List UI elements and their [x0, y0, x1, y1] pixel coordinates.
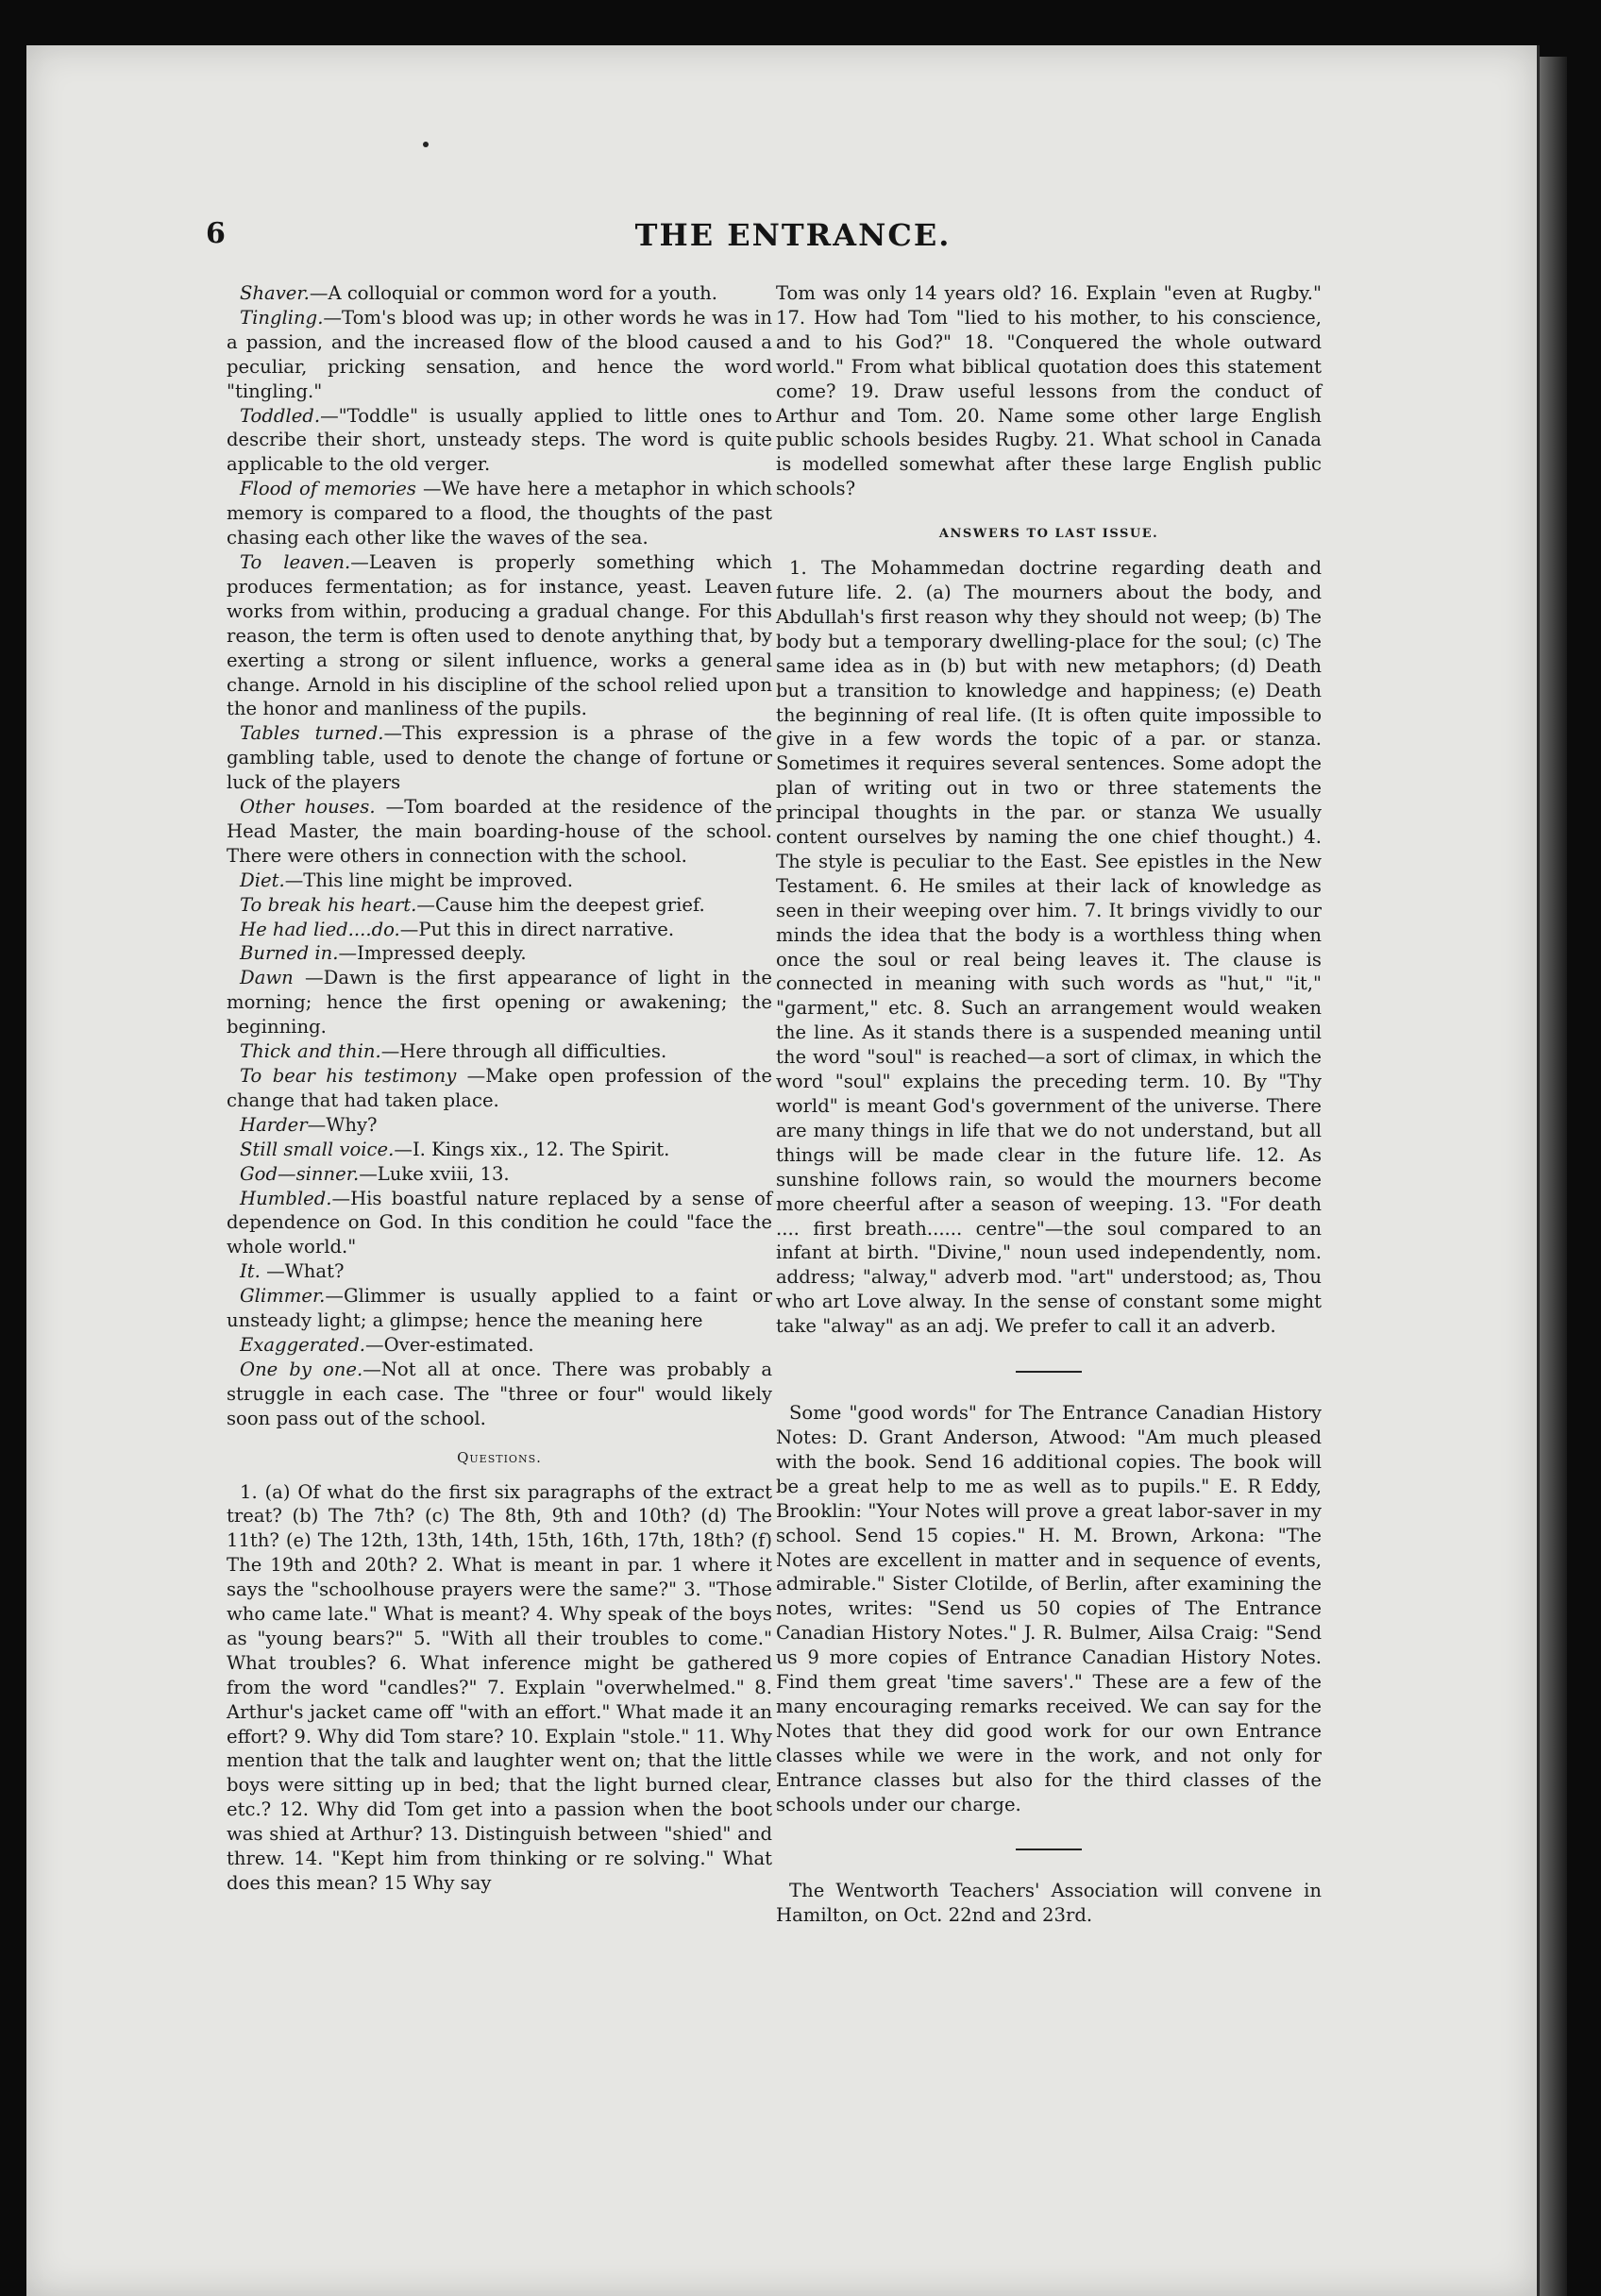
note-item [227, 1162, 772, 1187]
note-term: One by one. [240, 1358, 363, 1380]
note-item [227, 795, 772, 869]
note-item [227, 1358, 772, 1431]
print-speck [423, 142, 429, 147]
note-item [227, 721, 772, 795]
note-definition: —Tom's blood was up; in other words he was in a passion, and the increased flow of the blood caused a peculiar, pricking sensation, and hence the word "tingling." [227, 306, 772, 402]
note-definition: —Tom boarded at the residence of the Head Master, the main boarding-house of the school. There were others in connection with the school. [227, 796, 773, 867]
note-item [227, 1039, 772, 1064]
vocabulary-notes [227, 281, 772, 1431]
page-number: 6 [206, 217, 226, 250]
note-item [227, 1333, 772, 1358]
note-definition: —Leaven is properly something which produces fermentation; as for instance, yeast. Leaven works from within, producing a gradual change. For this reason, the term is often used to denote anything that, by exerting a strong or silent influence, works a general change. Arnold in his discipline of the school relied upon the honor and manliness of the pupils. [227, 550, 772, 720]
note-definition: —Why? [307, 1113, 378, 1136]
running-title: THE ENTRANCE. [634, 217, 952, 253]
right-column [776, 281, 1322, 1928]
note-definition: —Put this in direct narrative. [399, 918, 675, 940]
note-term: To break his heart. [240, 893, 417, 916]
questions-heading: Questions. [457, 1448, 542, 1466]
note-definition: —"Toddle" is usually applied to little ones to describe their short, unsteady steps. The word is quite applicable to the old verger. [227, 404, 772, 476]
answers-text: 1. The Mohammedan doctrine regarding death and future life. 2. (a) The mourners about the body, and Abdullah's first reason why they should not weep; (b) The body but a temporary dwelling-place for the soul; (c) The same idea as in (b) but with new metaphors; (d) Death but a transition to knowledge and happiness; (e) Death the beginning of real life. (It is often quite impossible to give in a few words the topic of a par. or stanza. Sometimes it requires several sentences. Some adopt the plan of writing out in two or three statements the principal thoughts in the par. or stanza We usually content ourselves by naming the one chief thought.) 4. The style is peculiar to the East. See epistles in the New Testament. 6. He smiles at their lack of knowledge as seen in their weeping over him. 7. It brings vividly to our minds the idea that the body is a worthless thing when once the soul or real being leaves it. The clause is connected in meaning with such words as "hut," "it," "garment," etc. 8. Such an arrangement would weaken the line. As it stands there is a suspended meaning until the word "soul" is reached—a sort of climax, in which the word "soul" explains the preceding term. 10. By "Thy world" is meant God's government of the universe. There are many things in life that we do not understand, but all things will be made clear in the future life. 12. As sunshine follows rain, so would the mourners become more cheerful after a season of weeping. 13. "For death .... first breath...... centre"—the soul compared to an infant at birth. "Divine," noun used independently, nom. address; "alway," adverb mod. "art" understood; as, Thou who art Love alway. In the sense of constant some might take "alway" as an adj. We prefer to call it an adverb. [776, 557, 1322, 1338]
note-term: Glimmer. [240, 1285, 326, 1308]
note-term: Harder [240, 1113, 308, 1136]
good-words-text: Some "good words" for The Entrance Canadian History Notes: D. Grant Anderson, Atwood: "Am much pleased with the book. Send 16 additional copies. The book will be a great help to me as well as to pupils." E. R Eddy, Brooklin: "Your Notes will prove a great labor-saver in my school. Send 15 copies." H. M. Brown, Arkona: "The Notes are excellent in matter and in sequence of events, admirable." Sister Clotilde, of Berlin, after examining the notes, writes: "Send us 50 copies of The Entrance Canadian History Notes." J. R. Bulmer, Ailsa Craig: "Send us 9 more copies of Entrance Canadian History Notes. Find them great 'time savers'." These are a few of the many encouraging remarks received. We can say for the Notes that they did good work for our own Entrance classes while we were in the work, and not only for Entrance classes but also for the third classes of the schools under our charge. [776, 1402, 1322, 1815]
note-term: Shaver. [240, 282, 310, 304]
note-term: To bear his testimony [240, 1065, 457, 1087]
section-divider [1016, 1371, 1082, 1373]
note-item [227, 306, 772, 404]
note-definition: —Make open profession of the change that had taken place. [227, 1065, 772, 1111]
note-item [227, 550, 772, 721]
note-term: Dawn [240, 967, 294, 989]
note-item [227, 1064, 772, 1113]
note-term: Diet. [240, 869, 285, 891]
note-definition: —Over-estimated. [365, 1333, 534, 1356]
note-term: Thick and thin. [240, 1040, 381, 1063]
left-column [227, 281, 772, 1896]
note-item [227, 404, 772, 478]
note-definition: —I. Kings xix., 12. The Spirit. [394, 1138, 670, 1160]
note-term: It. [240, 1260, 261, 1283]
note-term: Flood of memories [240, 478, 416, 500]
note-item [227, 1284, 772, 1333]
page-header [179, 217, 1407, 259]
note-item [227, 941, 772, 966]
note-definition: —Here through all difficulties. [380, 1040, 667, 1063]
note-definition: —This expression is a phrase of the gambling table, used to denote the change of fortune or luck of the players [227, 722, 773, 794]
note-item [227, 893, 772, 918]
note-definition: —Dawn is the first appearance of light in the morning; hence the first opening or awakening; the beginning. [227, 967, 772, 1038]
note-term: Other houses. [240, 796, 376, 819]
section-divider [1016, 1849, 1082, 1850]
note-definition: —Cause him the deepest grief. [416, 893, 705, 916]
note-item [227, 869, 772, 893]
note-item [227, 1138, 772, 1162]
note-item [227, 477, 772, 550]
note-term: Tingling. [240, 306, 324, 329]
answers-heading: ANSWERS TO LAST ISSUE. [938, 527, 1159, 542]
note-term: God—sinner. [240, 1162, 360, 1185]
wentworth-notice: The Wentworth Teachers' Association will convene in Hamilton, on Oct. 22nd and 23rd. [776, 1880, 1322, 1927]
note-term: Exaggerated. [240, 1333, 366, 1356]
note-definition: —What? [260, 1260, 345, 1283]
note-definition: —Not all at once. There was probably a struggle in each case. The "three or four" would likely soon pass out of the school. [227, 1358, 772, 1429]
questions-continued: Tom was only 14 years old? 16. Explain "even at Rugby." 17. How had Tom "lied to his mother, to his conscience, and to his God?" 18. "Conquered the whole outward world." From what biblical quotation does this statement come? 19. Draw useful lessons from the conduct of Arthur and Tom. 20. Name some other large English public schools besides Rugby. 21. What school in Canada is modelled somewhat after these large English public schools? [776, 282, 1322, 500]
note-term: Humbled. [240, 1187, 332, 1209]
note-item [227, 1187, 772, 1260]
note-item [227, 966, 772, 1039]
note-definition: —This line might be improved. [284, 869, 573, 891]
note-item [227, 1113, 772, 1138]
note-term: Still small voice. [240, 1138, 395, 1160]
note-item [227, 1259, 772, 1284]
note-term: He had lied....do. [240, 918, 400, 940]
note-definition: —We have here a metaphor in which memory is compared to a flood, the thoughts of the past chasing each other like the waves of the sea. [227, 478, 772, 549]
questions-text: 1. (a) Of what do the first six paragraphs of the extract treat? (b) The 7th? (c) The 8th, 9th and 10th? (d) The 11th? (e) The 12th, 13th, 14th, 15th, 16th, 17th, 18th? (f) The 19th and 20th? 2. What is meant in par. 1 where it says the "schoolhouse prayers were the same?" 3. "Those who came late." What is meant? 4. Why speak of the boys as "young bears?" 5. "With all their troubles to come." What troubles? 6. What inference might be gathered from the word "candles?" 7. Explain "overwhelmed." 8. Arthur's jacket came off "with an effort." What made it an effort? 9. Why did Tom stare? 10. Explain "stole." 11. Why mention that the talk and laughter went on; that the little boys were sitting up in bed; that the light burned clear, etc.? 12. Why did Tom get into a passion when the boot was shied at Arthur? 13. Distinguish between "shied" and threw. 14. "Kept him from thinking or re solving." What does this mean? 15 Why say [227, 1480, 772, 1894]
note-term: Tables turned. [240, 722, 384, 745]
note-definition: —A colloquial or common word for a youth. [309, 282, 717, 304]
note-term: Burned in. [240, 942, 339, 965]
note-item [227, 918, 772, 942]
note-definition: —Impressed deeply. [338, 942, 527, 965]
note-definition: —Glimmer is usually applied to a faint or unsteady light; a glimpse; hence the meaning here [227, 1285, 772, 1332]
note-definition: —Luke xviii, 13. [359, 1162, 510, 1185]
note-term: Toddled. [240, 404, 321, 427]
note-term: To leaven. [240, 550, 351, 573]
note-definition: —His boastful nature replaced by a sense of dependence on God. In this condition he could "face the whole world." [227, 1187, 772, 1258]
note-item [227, 281, 772, 306]
